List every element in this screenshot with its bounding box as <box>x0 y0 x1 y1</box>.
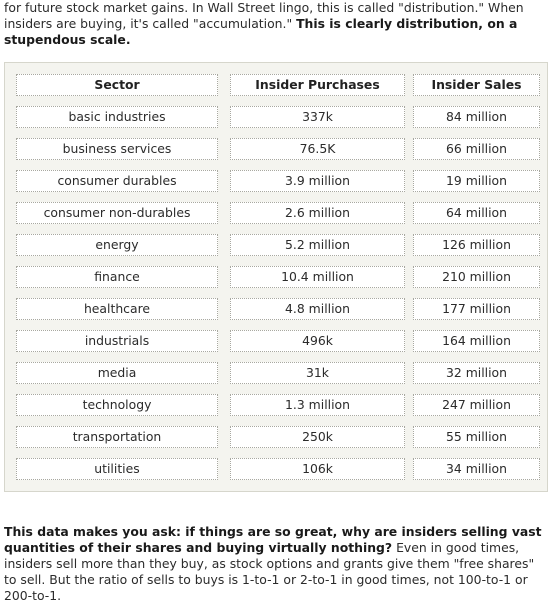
sector-cell: energy <box>16 234 218 256</box>
purchases-cell: 2.6 million <box>230 202 405 224</box>
sector-cell: media <box>16 362 218 384</box>
outro-text: Even in good times, insiders sell more than they buy, as stock options and grants give them "free shares" to sell. But the ratio of sells to buys is 1-to-1 or 2-to-1 in good times, not 100-to-1 or 200-to-1. <box>4 540 535 603</box>
sales-cell: 84 million <box>413 106 540 128</box>
sales-cell: 177 million <box>413 298 540 320</box>
sector-cell: technology <box>16 394 218 416</box>
sales-cell: 210 million <box>413 266 540 288</box>
intro-bold-text: This is clearly distribution, on a stupendous scale. <box>4 16 518 47</box>
sales-cell: 126 million <box>413 234 540 256</box>
purchases-cell: 76.5K <box>230 138 405 160</box>
table-row <box>5 298 547 320</box>
table-row <box>5 106 547 128</box>
table-row <box>5 458 547 480</box>
table-row <box>5 234 547 256</box>
sector-cell: healthcare <box>16 298 218 320</box>
purchases-cell: 3.9 million <box>230 170 405 192</box>
table-row <box>5 170 547 192</box>
purchases-cell: 31k <box>230 362 405 384</box>
purchases-cell: 10.4 million <box>230 266 405 288</box>
purchases-cell: 250k <box>230 426 405 448</box>
header-insider-sales: Insider Sales <box>413 74 540 96</box>
intro-paragraph <box>4 0 550 48</box>
intro-text: for future stock market gains. In Wall Street lingo, this is called "distribution." When insiders are buying, it's called "accumulation." <box>4 0 524 31</box>
outro-bold-text: This data makes you ask: if things are so great, why are insiders selling vast quantities of their shares and buying virtually nothing? <box>4 524 542 555</box>
sector-cell: finance <box>16 266 218 288</box>
table-row <box>5 362 547 384</box>
purchases-cell: 5.2 million <box>230 234 405 256</box>
table-row <box>5 394 547 416</box>
purchases-cell: 337k <box>230 106 405 128</box>
sector-cell: consumer durables <box>16 170 218 192</box>
sales-cell: 32 million <box>413 362 540 384</box>
sales-cell: 55 million <box>413 426 540 448</box>
sector-cell: industrials <box>16 330 218 352</box>
purchases-cell: 1.3 million <box>230 394 405 416</box>
sales-cell: 19 million <box>413 170 540 192</box>
table-row <box>5 202 547 224</box>
table-row <box>5 138 547 160</box>
table-row <box>5 266 547 288</box>
sales-cell: 247 million <box>413 394 540 416</box>
sector-cell: basic industries <box>16 106 218 128</box>
table-row <box>5 426 547 448</box>
sector-cell: transportation <box>16 426 218 448</box>
purchases-cell: 496k <box>230 330 405 352</box>
sales-cell: 164 million <box>413 330 540 352</box>
outro-paragraph <box>4 524 550 604</box>
insider-trading-table <box>4 62 548 492</box>
table-header-row <box>5 74 547 96</box>
header-sector: Sector <box>16 74 218 96</box>
sector-cell: consumer non-durables <box>16 202 218 224</box>
sales-cell: 66 million <box>413 138 540 160</box>
purchases-cell: 106k <box>230 458 405 480</box>
sector-cell: business services <box>16 138 218 160</box>
sales-cell: 34 million <box>413 458 540 480</box>
header-insider-purchases: Insider Purchases <box>230 74 405 96</box>
purchases-cell: 4.8 million <box>230 298 405 320</box>
sales-cell: 64 million <box>413 202 540 224</box>
sector-cell: utilities <box>16 458 218 480</box>
table-row <box>5 330 547 352</box>
